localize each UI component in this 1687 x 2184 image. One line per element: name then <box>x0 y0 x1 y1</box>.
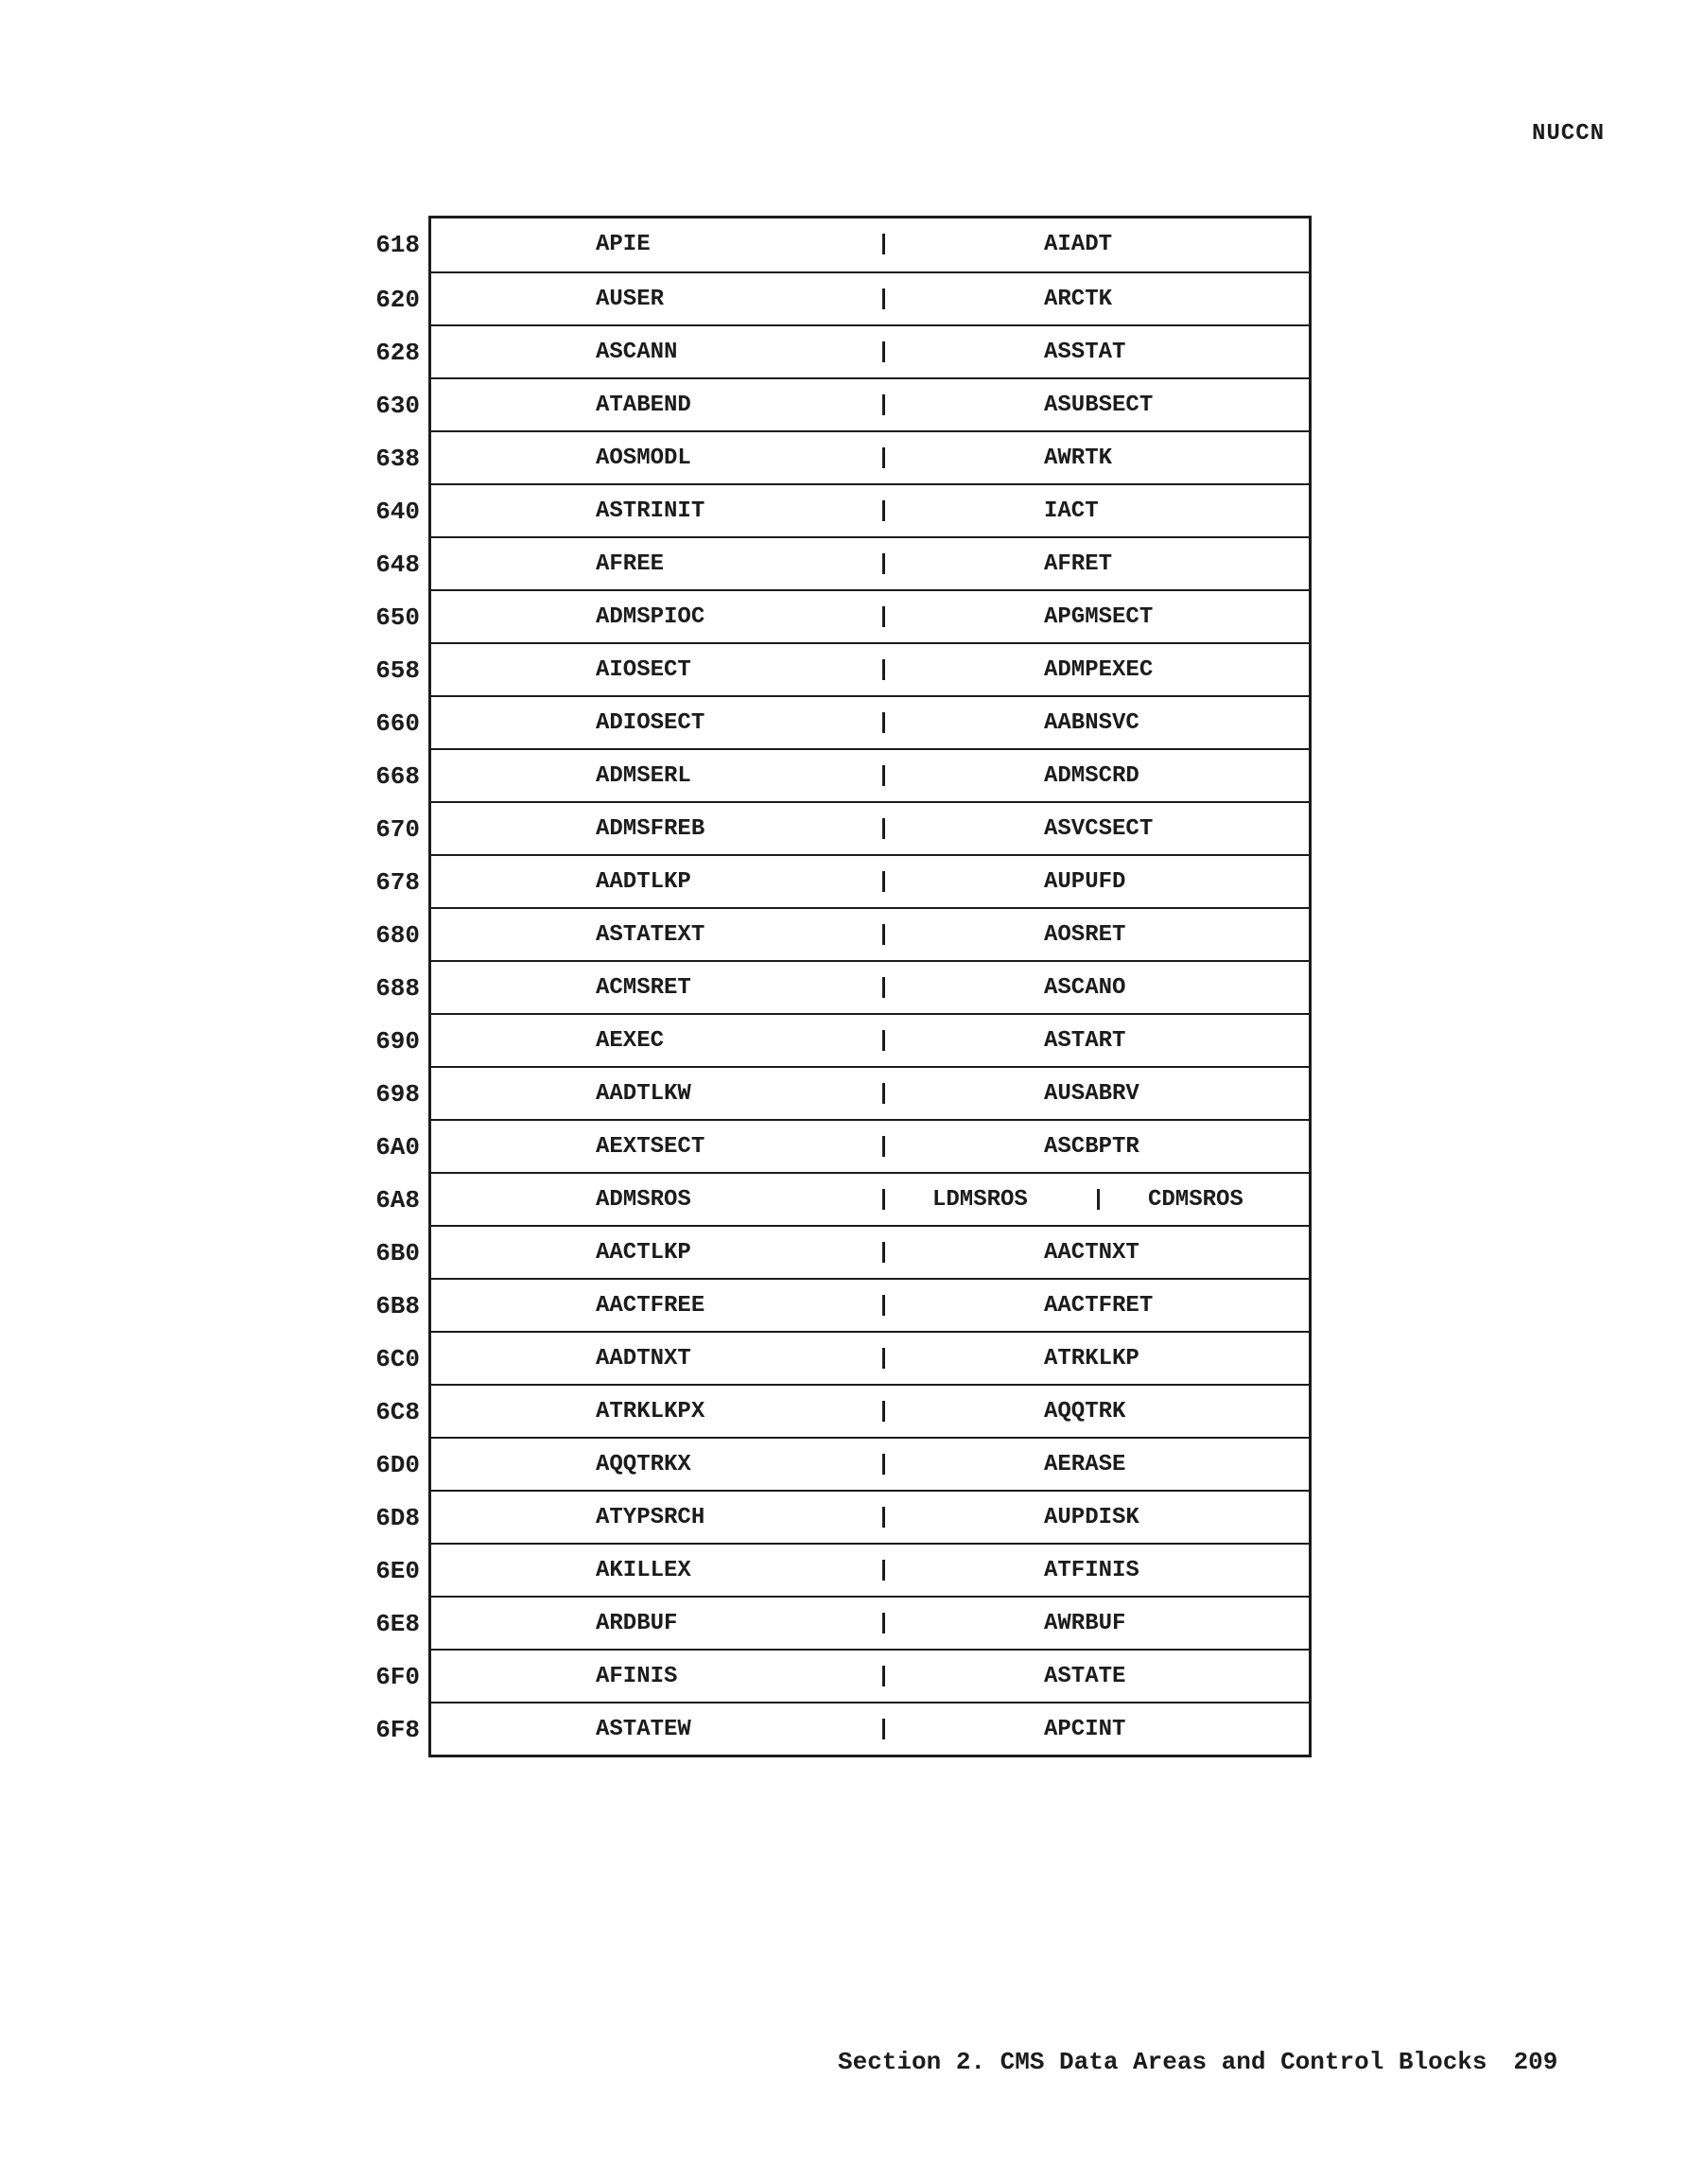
field-left: ARDBUF <box>596 1611 678 1636</box>
field-right: ADMSCRD <box>1044 763 1139 789</box>
field-left: AADTLKP <box>596 869 691 895</box>
field-separator <box>882 394 885 415</box>
table-row <box>375 430 1309 483</box>
field-left: ADIOSECT <box>596 710 705 736</box>
field-separator <box>882 1560 885 1581</box>
field-right: AUPUFD <box>1044 869 1126 895</box>
field-separator <box>882 1666 885 1686</box>
field-separator <box>882 500 885 521</box>
row-offset: 6F8 <box>375 1716 420 1744</box>
field-right-sub2: CDMSROS <box>1148 1187 1244 1213</box>
field-left: AADTLKW <box>596 1081 691 1107</box>
field-separator <box>882 234 885 254</box>
row-offset: 618 <box>375 231 420 259</box>
field-right: ASCANO <box>1044 975 1126 1001</box>
field-left: ACMSRET <box>596 975 691 1001</box>
field-right: AABNSVC <box>1044 710 1139 736</box>
field-left: AADTNXT <box>596 1346 691 1372</box>
field-right: ASTATE <box>1044 1664 1126 1689</box>
footer-section-title: Section 2. CMS Data Areas and Control Blocks <box>838 2048 1487 2076</box>
table-row <box>375 1490 1309 1543</box>
field-left: ASCANN <box>596 340 678 365</box>
field-separator <box>882 977 885 998</box>
control-block-table <box>375 216 1312 1757</box>
table-row-split <box>375 1172 1309 1225</box>
field-left: AQQTRKX <box>596 1452 691 1477</box>
table-row <box>375 377 1309 430</box>
field-separator <box>882 1613 885 1634</box>
table-row <box>375 589 1309 642</box>
field-separator <box>882 1348 885 1369</box>
field-left: AKILLEX <box>596 1558 691 1583</box>
row-offset: 688 <box>375 974 420 1003</box>
row-offset: 668 <box>375 762 420 791</box>
row-offset: 670 <box>375 815 420 844</box>
field-right: AWRTK <box>1044 446 1113 471</box>
field-left: AACTLKP <box>596 1240 691 1266</box>
row-offset: 638 <box>375 445 420 473</box>
row-offset: 620 <box>375 286 420 314</box>
field-separator <box>882 1136 885 1157</box>
field-left: AFINIS <box>596 1664 678 1689</box>
field-right: IACT <box>1044 498 1099 524</box>
row-offset: 6F0 <box>375 1663 420 1691</box>
field-separator <box>882 1719 885 1739</box>
field-separator <box>882 818 885 839</box>
row-offset: 678 <box>375 868 420 897</box>
field-separator <box>882 871 885 892</box>
field-left: ATRKLKPX <box>596 1399 705 1424</box>
field-right: AUPDISK <box>1044 1505 1139 1530</box>
table-row <box>375 1437 1309 1490</box>
field-left: AIOSECT <box>596 657 691 683</box>
row-offset: 6A8 <box>375 1186 420 1214</box>
field-separator <box>882 1507 885 1528</box>
table-row <box>375 748 1309 801</box>
field-left: ADMSROS <box>596 1187 691 1213</box>
field-right: AWRBUF <box>1044 1611 1126 1636</box>
field-right: AOSRET <box>1044 922 1126 948</box>
field-right: AQQTRK <box>1044 1399 1126 1424</box>
row-offset: 648 <box>375 550 420 579</box>
table-row <box>375 1596 1309 1649</box>
table-row <box>375 218 1309 271</box>
row-offset: 650 <box>375 603 420 632</box>
field-separator <box>882 1454 885 1475</box>
page-number: 209 <box>1513 2048 1558 2076</box>
page-footer <box>838 2048 1557 2076</box>
row-offset: 6B8 <box>375 1292 420 1320</box>
field-separator <box>882 341 885 362</box>
table-row <box>375 1702 1309 1755</box>
field-left: AEXTSECT <box>596 1134 705 1160</box>
row-offset: 6D8 <box>375 1504 420 1532</box>
field-left: ADMSPIOC <box>596 604 705 630</box>
row-offset: 630 <box>375 392 420 420</box>
field-separator <box>882 447 885 468</box>
row-offset: 6C8 <box>375 1398 420 1426</box>
field-left: AOSMODL <box>596 446 691 471</box>
table-row <box>375 1331 1309 1384</box>
table-row <box>375 801 1309 854</box>
field-right: ASCBPTR <box>1044 1134 1139 1160</box>
field-right: APCINT <box>1044 1717 1126 1742</box>
field-right: AERASE <box>1044 1452 1126 1477</box>
table-row <box>375 1225 1309 1278</box>
table-row <box>375 1543 1309 1596</box>
field-right: AIADT <box>1044 232 1113 257</box>
subfield-separator <box>1097 1189 1100 1210</box>
row-offset: 6D0 <box>375 1451 420 1479</box>
field-left: AACTFREE <box>596 1293 705 1319</box>
row-offset: 6E8 <box>375 1610 420 1638</box>
field-left: ADMSFREB <box>596 816 705 842</box>
running-header: NUCCN <box>1531 121 1605 147</box>
field-right: AFRET <box>1044 551 1113 577</box>
table-row <box>375 483 1309 536</box>
field-right: AACTNXT <box>1044 1240 1139 1266</box>
field-left: ADMSERL <box>596 763 691 789</box>
field-right: ATRKLKP <box>1044 1346 1139 1372</box>
field-right: ARCTK <box>1044 287 1113 312</box>
field-separator <box>882 924 885 945</box>
table-row <box>375 642 1309 695</box>
field-separator <box>882 288 885 309</box>
field-right: ASTART <box>1044 1028 1126 1054</box>
table-row <box>375 1278 1309 1331</box>
field-separator <box>882 606 885 627</box>
field-separator <box>882 1030 885 1051</box>
field-separator <box>882 553 885 574</box>
table-row <box>375 960 1309 1013</box>
field-right: ATFINIS <box>1044 1558 1139 1583</box>
field-left: ASTATEXT <box>596 922 705 948</box>
row-offset: 6C0 <box>375 1345 420 1373</box>
field-right-sub1: LDMSROS <box>932 1187 1028 1213</box>
field-separator <box>882 1189 885 1210</box>
row-offset: 680 <box>375 921 420 950</box>
field-separator <box>882 765 885 786</box>
row-offset: 6B0 <box>375 1239 420 1267</box>
field-left: APIE <box>596 232 651 257</box>
field-separator <box>882 1242 885 1263</box>
field-left: AFREE <box>596 551 665 577</box>
table-row <box>375 854 1309 907</box>
table-row <box>375 536 1309 589</box>
field-left: ATYPSRCH <box>596 1505 705 1530</box>
table-row <box>375 324 1309 377</box>
table-row <box>375 695 1309 748</box>
row-offset: 628 <box>375 339 420 367</box>
table-row <box>375 1649 1309 1702</box>
field-right: AUSABRV <box>1044 1081 1139 1107</box>
field-separator <box>882 712 885 733</box>
field-separator <box>882 659 885 680</box>
field-right: AACTFRET <box>1044 1293 1154 1319</box>
field-left: AEXEC <box>596 1028 665 1054</box>
table-row <box>375 271 1309 324</box>
field-separator <box>882 1295 885 1316</box>
row-offset: 698 <box>375 1080 420 1109</box>
field-separator <box>882 1401 885 1422</box>
row-offset: 6E0 <box>375 1557 420 1585</box>
field-left: AUSER <box>596 287 665 312</box>
field-right: ASUBSECT <box>1044 393 1154 418</box>
field-separator <box>882 1083 885 1104</box>
table-row <box>375 907 1309 960</box>
field-right: APGMSECT <box>1044 604 1154 630</box>
row-offset: 6A0 <box>375 1133 420 1162</box>
row-offset: 658 <box>375 656 420 685</box>
field-right: ASSTAT <box>1044 340 1126 365</box>
row-offset: 640 <box>375 498 420 526</box>
field-left: ASTRINIT <box>596 498 705 524</box>
table-row <box>375 1119 1309 1172</box>
table-row <box>375 1066 1309 1119</box>
field-right: ADMPEXEC <box>1044 657 1154 683</box>
field-left: ATABEND <box>596 393 691 418</box>
field-right: ASVCSECT <box>1044 816 1154 842</box>
row-offset: 660 <box>375 709 420 738</box>
row-offset: 690 <box>375 1027 420 1056</box>
field-left: ASTATEW <box>596 1717 691 1742</box>
table-row <box>375 1384 1309 1437</box>
table-row <box>375 1013 1309 1066</box>
